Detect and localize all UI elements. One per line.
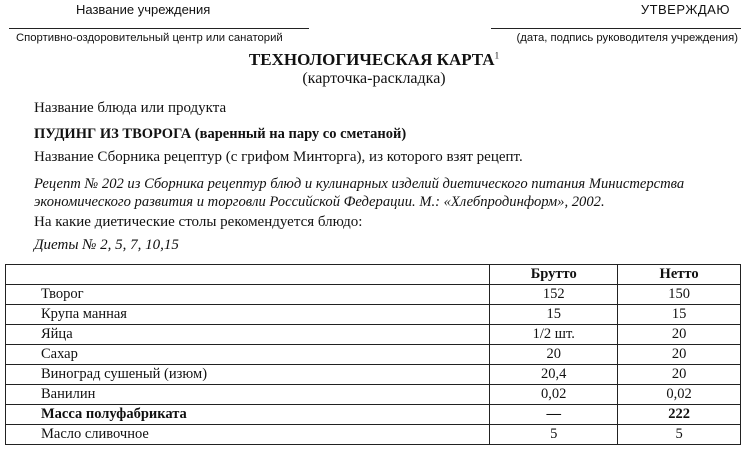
table-header-row — [6, 265, 741, 285]
gross-value: 5 — [490, 425, 618, 445]
table-row — [6, 305, 741, 325]
table-row-total — [6, 405, 741, 425]
ingredient-name: Масса полуфабриката — [6, 405, 490, 425]
ingredient-name: Ванилин — [6, 385, 490, 405]
collection-label: Название Сборника рецептур (с грифом Минторга), из которого взят рецепт. — [34, 149, 523, 165]
net-value: 15 — [618, 305, 741, 325]
ingredient-name: Крупа манная — [6, 305, 490, 325]
header-ingredient — [6, 265, 490, 285]
table-row — [6, 425, 741, 445]
gross-value: 152 — [490, 285, 618, 305]
gross-value: 0,02 — [490, 385, 618, 405]
gross-value: — — [490, 405, 618, 425]
ingredients-table — [5, 264, 741, 445]
header-net: Нетто — [618, 265, 741, 285]
ingredient-name: Сахар — [6, 345, 490, 365]
approve-label: УТВЕРЖДАЮ — [640, 2, 730, 17]
document-subtitle: (карточка-раскладка) — [302, 70, 446, 87]
gross-value: 20,4 — [490, 365, 618, 385]
table-row — [6, 325, 741, 345]
table-row — [6, 285, 741, 305]
header-gross: Брутто — [490, 265, 618, 285]
dish-name: ПУДИНГ ИЗ ТВОРОГА (варенный на пару со сметаной) — [34, 126, 407, 142]
net-value: 222 — [618, 405, 741, 425]
ingredient-name: Яйца — [6, 325, 490, 345]
net-value: 5 — [618, 425, 741, 445]
institution-underline — [9, 28, 309, 29]
ingredient-name: Виноград сушеный (изюм) — [6, 365, 490, 385]
institution-caption: Спортивно-оздоровительный центр или санаторий — [16, 32, 283, 44]
dish-name-label: Название блюда или продукта — [34, 100, 227, 116]
net-value: 20 — [618, 345, 741, 365]
recipe-source: Рецепт № 202 из Сборника рецептур блюд и кулинарных изделий диетического питания Министерства экономического развития и торговли Российской Федерации. М.: «Хлебпродинформ», 2002. — [34, 176, 685, 210]
signature-underline — [491, 28, 741, 29]
gross-value: 15 — [490, 305, 618, 325]
net-value: 0,02 — [618, 385, 741, 405]
diet-list: Диеты № 2, 5, 7, 10,15 — [34, 237, 179, 253]
document-title — [0, 50, 748, 70]
table-row — [6, 365, 741, 385]
table-row — [6, 385, 741, 405]
net-value: 150 — [618, 285, 741, 305]
table-row — [6, 345, 741, 365]
signature-caption: (дата, подпись руководителя учреждения) — [516, 32, 738, 44]
title-footnote-mark: 1 — [494, 50, 500, 61]
gross-value: 1/2 шт. — [490, 325, 618, 345]
gross-value: 20 — [490, 345, 618, 365]
net-value: 20 — [618, 365, 741, 385]
document-title-text: ТЕХНОЛОГИЧЕСКАЯ КАРТА — [248, 50, 495, 69]
ingredient-name: Масло сливочное — [6, 425, 490, 445]
diet-question: На какие диетические столы рекомендуется блюдо: — [34, 214, 363, 230]
net-value: 20 — [618, 325, 741, 345]
institution-label: Название учреждения — [76, 2, 211, 17]
ingredient-name: Творог — [6, 285, 490, 305]
